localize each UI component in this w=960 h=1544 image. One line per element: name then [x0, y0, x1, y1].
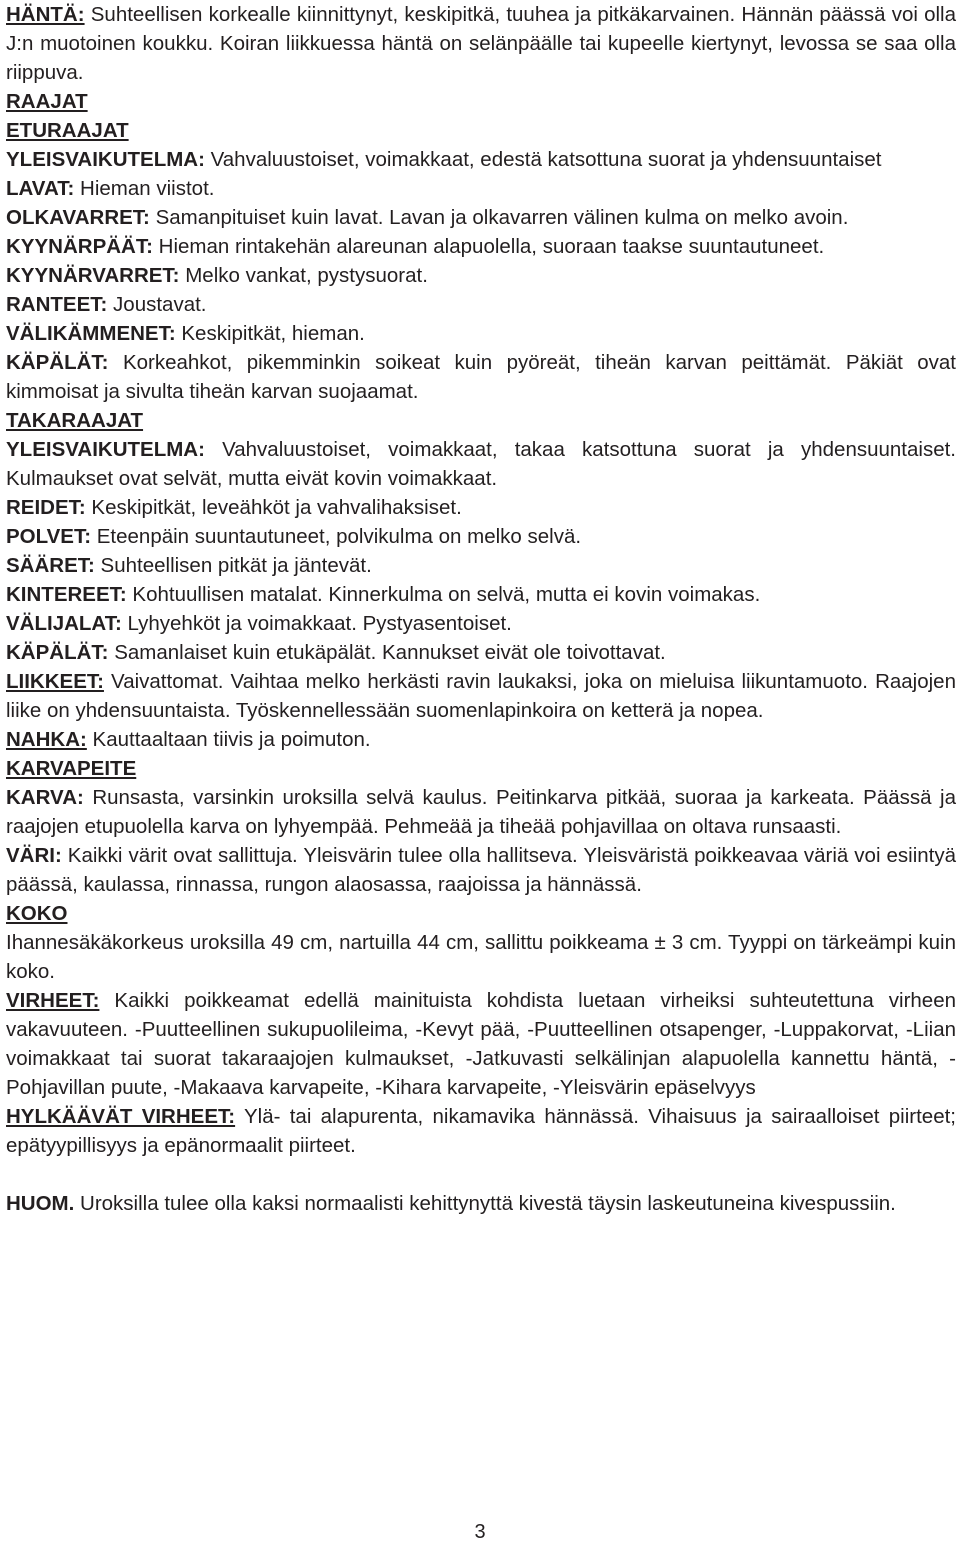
pasterns — [6, 319, 956, 348]
colour-text: Kaikki värit ovat sallittuja. Yleisvärin tulee olla hallitseva. Yleisväristä poikkeavaa väriä voi esiintyä päässä, kaulassa, rinnassa, rungon alaosassa, raajoissa ja hännässä. — [6, 844, 956, 896]
upper-arms-label: OLKAVARRET: — [6, 206, 150, 229]
hindlimbs-general-text: Vahvaluustoiset, voimakkaat, takaa katsottuna suorat ja yhdensuuntaiset. Kulmaukset ovat selvät, mutta eivät kovin voimakkaat. — [6, 438, 956, 490]
tail-label: HÄNTÄ: — [6, 3, 85, 26]
elbows — [6, 232, 956, 261]
thighs — [6, 493, 956, 522]
note-label: HUOM. — [6, 1192, 75, 1215]
forelimbs-general — [6, 145, 956, 174]
elbows-label: KYYNÄRPÄÄT: — [6, 235, 153, 258]
elbows-text: Hieman rintakehän alareunan alapuolella, suoraan taakse suuntautuneet. — [152, 235, 825, 258]
shoulders-text: Hieman viistot. — [74, 177, 215, 200]
page-number: 3 — [474, 1521, 486, 1543]
forefeet — [6, 348, 956, 406]
faults-paragraph — [6, 986, 956, 1102]
movement-paragraph — [6, 667, 956, 725]
carpus-label: RANTEET: — [6, 293, 108, 316]
hair-paragraph — [6, 783, 956, 841]
tail-text: Suhteellisen korkealle kiinnittynyt, keskipitkä, tuuhea ja pitkäkarvainen. Hännän päässä voi olla J:n muotoinen koukku. Koiran liikkuessa häntä on selänpäälle tai kupeelle kiertynyt, levossa se saa olla riippuva. — [6, 3, 956, 84]
note-text: Uroksilla tulee olla kaksi normaalisti kehittynyttä kivestä täysin laskeutuneina kivespussiin. — [74, 1192, 896, 1215]
forearms — [6, 261, 956, 290]
lower-thighs-text: Suhteellisen pitkät ja jäntevät. — [94, 554, 372, 577]
metatarsus-text: Lyhyehköt ja voimakkaat. Pystyasentoiset. — [121, 612, 512, 635]
hindfeet-text: Samanlaiset kuin etukäpälät. Kannukset eivät ole toivottavat. — [108, 641, 666, 664]
disqualifying-faults-text: Ylä- tai alapurenta, nikamavika hännässä. Vihaisuus ja sairaalloiset piirteet; epätyypillisyys ja epänormaalit piirteet. — [6, 1105, 956, 1157]
limbs-heading: RAAJAT — [6, 90, 88, 113]
stifles — [6, 522, 956, 551]
hindlimbs-general-label: YLEISVAIKUTELMA: — [6, 438, 205, 461]
hocks-text: Kohtuullisen matalat. Kinnerkulma on selvä, mutta ei kovin voimakas. — [126, 583, 761, 606]
carpus-text: Joustavat. — [107, 293, 207, 316]
colour-label: VÄRI: — [6, 844, 62, 867]
forearms-text: Melko vankat, pystysuorat. — [179, 264, 428, 287]
stifles-text: Eteenpäin suuntautuneet, polvikulma on melko selvä. — [91, 525, 582, 548]
forelimbs-general-text: Vahvaluustoiset, voimakkaat, edestä katsottuna suorat ja yhdensuuntaiset — [204, 148, 882, 171]
metatarsus — [6, 609, 956, 638]
forelimbs-general-label: YLEISVAIKUTELMA: — [6, 148, 205, 171]
movement-label: LIIKKEET: — [6, 670, 104, 693]
skin-label: NAHKA: — [6, 728, 87, 751]
metatarsus-label: VÄLIJALAT: — [6, 612, 122, 635]
hindlimbs-heading: TAKARAAJAT — [6, 409, 144, 432]
forearms-label: KYYNÄRVARRET: — [6, 264, 180, 287]
hindfeet-label: KÄPÄLÄT: — [6, 641, 109, 664]
coat-heading: KARVAPEITE — [6, 757, 137, 780]
skin-paragraph — [6, 725, 956, 754]
thighs-label: REIDET: — [6, 496, 86, 519]
pasterns-text: Keskipitkät, hieman. — [175, 322, 365, 345]
forefeet-label: KÄPÄLÄT: — [6, 351, 109, 374]
lower-thighs — [6, 551, 956, 580]
thighs-text: Keskipitkät, leveähköt ja vahvalihaksiset. — [85, 496, 462, 519]
upper-arms-text: Samanpituiset kuin lavat. Lavan ja olkavarren välinen kulma on melko avoin. — [149, 206, 849, 229]
stifles-label: POLVET: — [6, 525, 92, 548]
movement-text: Vaivattomat. Vaihtaa melko herkästi ravin laukaksi, joka on mieluisa liikuntamuoto. Raajojen liike on yhdensuuntaista. Työskennellessään suomenlapinkoira on ketterä ja nopea. — [6, 670, 956, 722]
faults-label: VIRHEET: — [6, 989, 100, 1012]
hair-text: Runsasta, varsinkin uroksilla selvä kaulus. Peitinkarva pitkää, suoraa ja karkeata. Päässä ja raajojen etupuolella karva on lyhyempää. Pehmeää ja tiheää pohjavillaa on oltava runsaasti. — [6, 786, 956, 838]
hindfeet — [6, 638, 956, 667]
hocks-label: KINTEREET: — [6, 583, 127, 606]
disqualifying-faults-paragraph — [6, 1102, 956, 1160]
hocks — [6, 580, 956, 609]
colour-paragraph — [6, 841, 956, 899]
forefeet-text: Korkeahkot, pikemminkin soikeat kuin pyöreät, tiheän karvan peittämät. Päkiät ovat kimmoisat ja sivulta tiheän karvan suojaamat. — [6, 351, 956, 403]
shoulders — [6, 174, 956, 203]
upper-arms — [6, 203, 956, 232]
pasterns-label: VÄLIKÄMMENET: — [6, 322, 176, 345]
hair-label: KARVA: — [6, 786, 84, 809]
note-paragraph — [6, 1189, 956, 1218]
faults-text: Kaikki poikkeamat edellä mainituista kohdista luetaan virheiksi suhteutettuna virheen vakavuuteen. -Puutteellinen sukupuolileima, -Kevyt pää, -Puutteellinen otsapenger, -Luppakorvat, -Liian voimakkaat tai suorat takaraajojen kulmaukset, -Jatkuvasti selkälinjan alapuolella kannettu häntä, -Pohjavillan puute, -Makaava karvapeite, -Kihara karvapeite, -Yleisvärin epäselvyys — [6, 989, 956, 1099]
document-page — [6, 0, 956, 1218]
skin-text: Kauttaaltaan tiivis ja poimuton. — [86, 728, 371, 751]
forelimbs-heading: ETURAAJAT — [6, 119, 129, 142]
size-text: Ihannesäkäkorkeus uroksilla 49 cm, nartuilla 44 cm, sallittu poikkeama ± 3 cm. Tyyppi on tärkeämpi kuin koko. — [6, 931, 956, 983]
size-heading: KOKO — [6, 902, 68, 925]
hindlimbs-general — [6, 435, 956, 493]
tail-paragraph — [6, 0, 956, 87]
carpus — [6, 290, 956, 319]
lower-thighs-label: SÄÄRET: — [6, 554, 95, 577]
shoulders-label: LAVAT: — [6, 177, 75, 200]
disqualifying-faults-label: HYLKÄÄVÄT VIRHEET: — [6, 1105, 236, 1128]
